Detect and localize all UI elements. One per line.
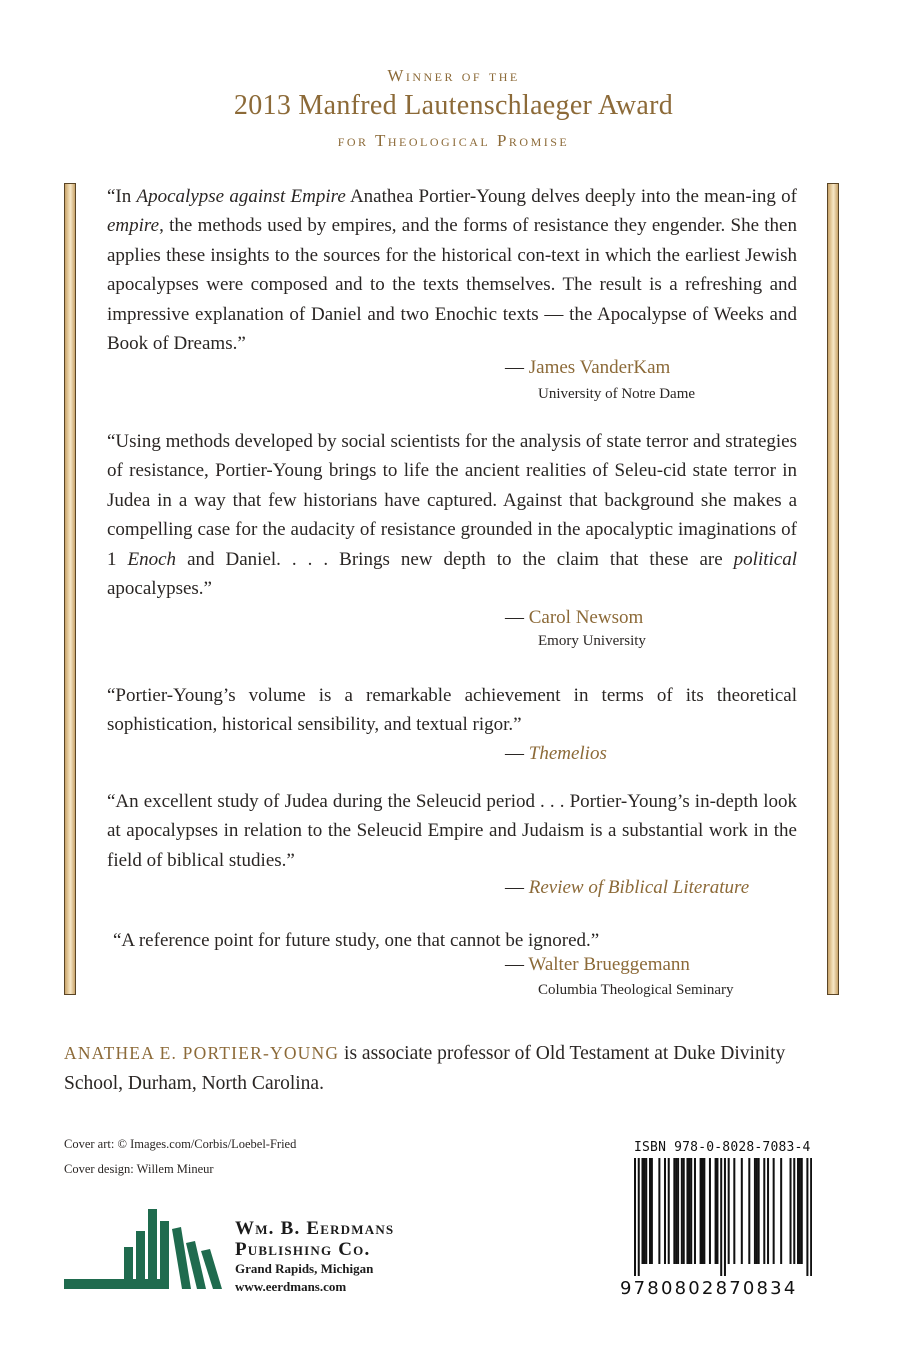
cover-design-credit: Cover design: Willem Mineur [64,1162,214,1176]
barcode-bar [688,1158,690,1264]
barcode-bar [645,1158,647,1264]
author-name: ANATHEA E. PORTIER-YOUNG [64,1043,340,1063]
quote-text: apocalypses.” [107,578,212,600]
barcode-bar [703,1158,705,1264]
endorsement-quote-5 [113,926,803,955]
barcode-bar [780,1158,782,1264]
quote-text: and Daniel. . . . Brings new depth to the claim that these are [176,548,734,570]
barcode-bar [701,1158,703,1264]
barcode-bar [681,1158,683,1264]
quote-text: “In [107,186,137,207]
quote-italic-text: political [733,548,797,570]
quote-italic-text: empire [107,215,160,237]
barcode-bar [686,1158,688,1264]
barcode-bar [715,1158,717,1264]
endorsement-quote-4 [107,787,797,875]
publisher-block [235,1218,394,1295]
right-decorative-bar [827,183,839,995]
barcode-bar [797,1158,799,1264]
left-decorative-bar [64,183,76,995]
author-bio [64,1038,844,1099]
award-title: 2013 Manfred Lautenschlaeger Award [233,90,674,121]
endorsement-affiliation-2: Emory University [538,633,646,649]
author-bio-text: is associate professor of Old Testament at Duke Divinity School, Durham, North Carolina. [64,1043,786,1094]
barcode-bar [690,1158,692,1264]
barcode-bar [773,1158,775,1264]
endorsement-quote-3 [107,681,797,740]
endorsement-author-3: — Themelios [505,743,607,764]
barcode-bar [649,1158,651,1264]
barcode-bar [724,1158,726,1276]
barcode-bar [694,1158,696,1264]
barcode-bar [658,1158,660,1264]
barcode-bar [720,1158,722,1276]
award-heading-line3: for Theological Promise [337,131,570,150]
endorsement-author-5: — Walter Brueggemann [505,954,690,975]
barcode-bar [673,1158,675,1264]
eerdmans-books-logo-icon [64,1205,229,1293]
barcode-bar [799,1158,801,1264]
barcode-bar [748,1158,750,1264]
barcode-bar [793,1158,795,1264]
award-heading-line1: Winner of the [387,66,520,85]
barcode-bar [677,1158,679,1264]
barcode-bar [758,1158,760,1264]
endorsement-quote-2 [107,427,797,603]
endorsement-author-2: — Carol Newsom [505,607,644,628]
quote-text: Anathea Portier-Young delves deeply into the mean-ing of [345,186,797,207]
barcode-bar [790,1158,792,1264]
barcode-bar [716,1158,718,1264]
barcode-bar [668,1158,670,1264]
barcode-bar [709,1158,711,1264]
publisher-name: Wm. B. Eerdmans [235,1218,395,1239]
endorsement-affiliation-1: University of Notre Dame [538,386,696,402]
barcode-bar [806,1158,808,1276]
barcode-bar [767,1158,769,1264]
barcode-bar [664,1158,666,1264]
publisher-company: Publishing Co. [235,1239,371,1260]
barcode-bar [638,1158,640,1276]
quote-text: “An excellent study of Judea during the Seleucid period . . . Portier-Young’s in-depth look at apocalypses in relation to the Seleucid Empire and Judaism is a substantial work in the field of biblical studies.” [107,791,797,871]
barcode-bar [641,1158,643,1264]
quote-italic-text: Apocalypse against Empire [136,186,346,207]
barcode-bar [763,1158,765,1264]
barcode-bar [741,1158,743,1264]
barcode-bar [728,1158,730,1264]
barcode-bar [754,1158,756,1264]
barcode-bar [700,1158,702,1264]
endorsement-affiliation-5: Columbia Theological Seminary [538,982,734,998]
barcode-bar [651,1158,653,1264]
barcode-bar [683,1158,685,1264]
barcode-bar [801,1158,803,1264]
quote-text: “A reference point for future study, one that cannot be ignored.” [113,930,600,951]
barcode-bar [756,1158,758,1264]
endorsement-author-1: — James VanderKam [505,357,671,378]
isbn-label: ISBN 978-0-8028-7083-4 [634,1140,811,1155]
cover-art-credit: Cover art: © Images.com/Corbis/Loebel-Fried [64,1137,297,1151]
barcode-bar [810,1158,812,1276]
quote-italic-text: Enoch [127,548,177,570]
isbn-barcode-icon [634,1158,812,1276]
quote-text: , the methods used by empires, and the forms of resistance they engender. She then applies these insights to the sources for the historical con-text in which the earliest Jewish apocalypses were composed and to the texts themselves. The result is a refreshing and impressive explanation of Daniel and two Enochic texts — the Apocalypse of Weeks and Book of Dreams.” [107,215,797,355]
barcode-bar [733,1158,735,1264]
barcode-bar [675,1158,677,1264]
isbn-digits: 9780802870834 [620,1278,798,1299]
endorsement-quote-1 [107,182,797,358]
publisher-location: Grand Rapids, Michigan [235,1261,374,1276]
publisher-website: www.eerdmans.com [235,1279,347,1294]
barcode-bar [643,1158,645,1264]
quote-text: “Portier-Young’s volume is a remarkable achievement in terms of its theoretical sophistication, historical sensibility, and textual rigor.” [107,685,797,736]
quote-text: “Using methods developed by social scientists for the analysis of state terror and strategies of resistance, Portier-Young brings to life the ancient realities of Seleu-cid state terror in Judea in a way that few historians have captured. Against that background she makes a compelling case for the audacity of resistance grounded in the apocalyptic imaginations of 1 [107,431,797,570]
barcode-bar [634,1158,636,1276]
endorsement-author-4: — Review of Biblical Literature [505,877,750,898]
